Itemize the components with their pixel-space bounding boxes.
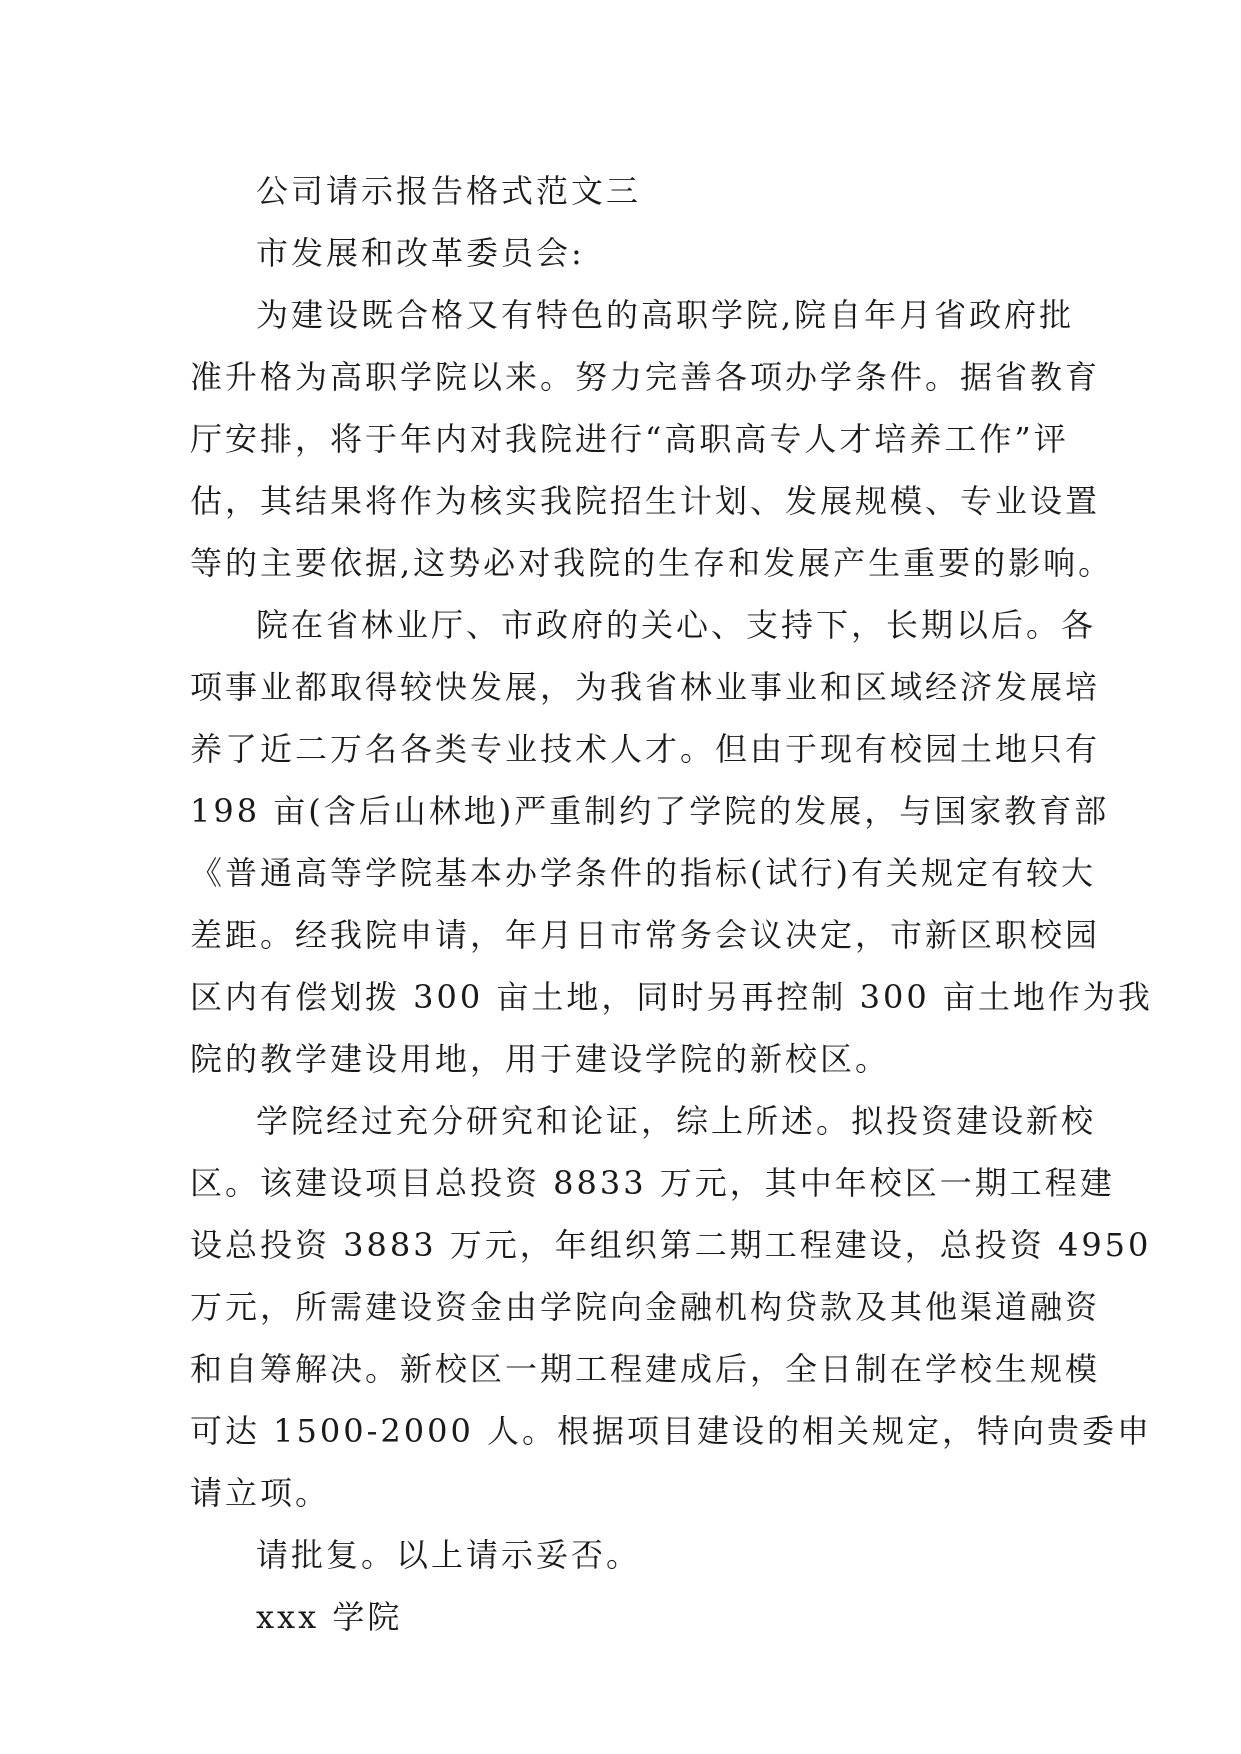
signature: xxx 学院 <box>256 1598 403 1636</box>
paragraph-3-line-3: 设总投资 3883 万元，年组织第二期工程建设，总投资 4950 <box>190 1226 1152 1264</box>
paragraph-2-line-8: 院的教学建设用地，用于建设学院的新校区。 <box>190 1040 891 1078</box>
paragraph-2-line-7: 区内有偿划拨 300 亩土地，同时另再控制 300 亩土地作为我 <box>190 978 1153 1016</box>
paragraph-3-line-7: 请立项。 <box>190 1474 331 1512</box>
paragraph-2-line-3: 养了近二万名各类专业技术人才。但由于现有校园土地只有 <box>190 730 1101 768</box>
paragraph-3-line-4: 万元，所需建设资金由学院向金融机构贷款及其他渠道融资 <box>190 1288 1101 1326</box>
paragraph-1-line-1: 为建设既合格又有特色的高职学院,院自年月省政府批 <box>256 296 1075 334</box>
paragraph-2-line-2: 项事业都取得较快发展，为我省林业事业和区域经济发展培 <box>190 668 1101 706</box>
paragraph-2-line-5: 《普通高等学院基本办学条件的指标(试行)有关规定有较大 <box>190 854 1096 892</box>
paragraph-3-line-2: 区。该建设项目总投资 8833 万元，其中年校区一期工程建 <box>190 1164 1115 1202</box>
addressee: 市发展和改革委员会: <box>256 234 585 272</box>
document-title: 公司请示报告格式范文三 <box>256 172 642 210</box>
paragraph-3-line-5: 和自筹解决。新校区一期工程建成后，全日制在学校生规模 <box>190 1350 1101 1388</box>
paragraph-1-line-4: 估，其结果将作为核实我院招生计划、发展规模、专业设置 <box>190 482 1101 520</box>
paragraph-2-line-6: 差距。经我院申请，年月日市常务会议决定，市新区职校园 <box>190 916 1101 954</box>
paragraph-1-line-3: 厅安排，将于年内对我院进行“高职高专人才培养工作”评 <box>190 420 1069 458</box>
document-body <box>190 160 1153 1648</box>
closing-line: 请批复。以上请示妥否。 <box>256 1536 642 1574</box>
paragraph-3-line-6: 可达 1500-2000 人。根据项目建设的相关规定，特向贵委申 <box>190 1412 1153 1450</box>
paragraph-1-line-5: 等的主要依据,这势必对我院的生存和发展产生重要的影响。 <box>190 544 1114 582</box>
paragraph-3-line-1: 学院经过充分研究和论证，综上所述。拟投资建设新校 <box>256 1102 1097 1140</box>
paragraph-2-line-4: 198 亩(含后山林地)严重制约了学院的发展，与国家教育部 <box>190 792 1110 830</box>
paragraph-1-line-2: 准升格为高职学院以来。努力完善各项办学条件。据省教育 <box>190 358 1101 396</box>
paragraph-2-line-1: 院在省林业厅、市政府的关心、支持下，长期以后。各 <box>256 606 1097 644</box>
